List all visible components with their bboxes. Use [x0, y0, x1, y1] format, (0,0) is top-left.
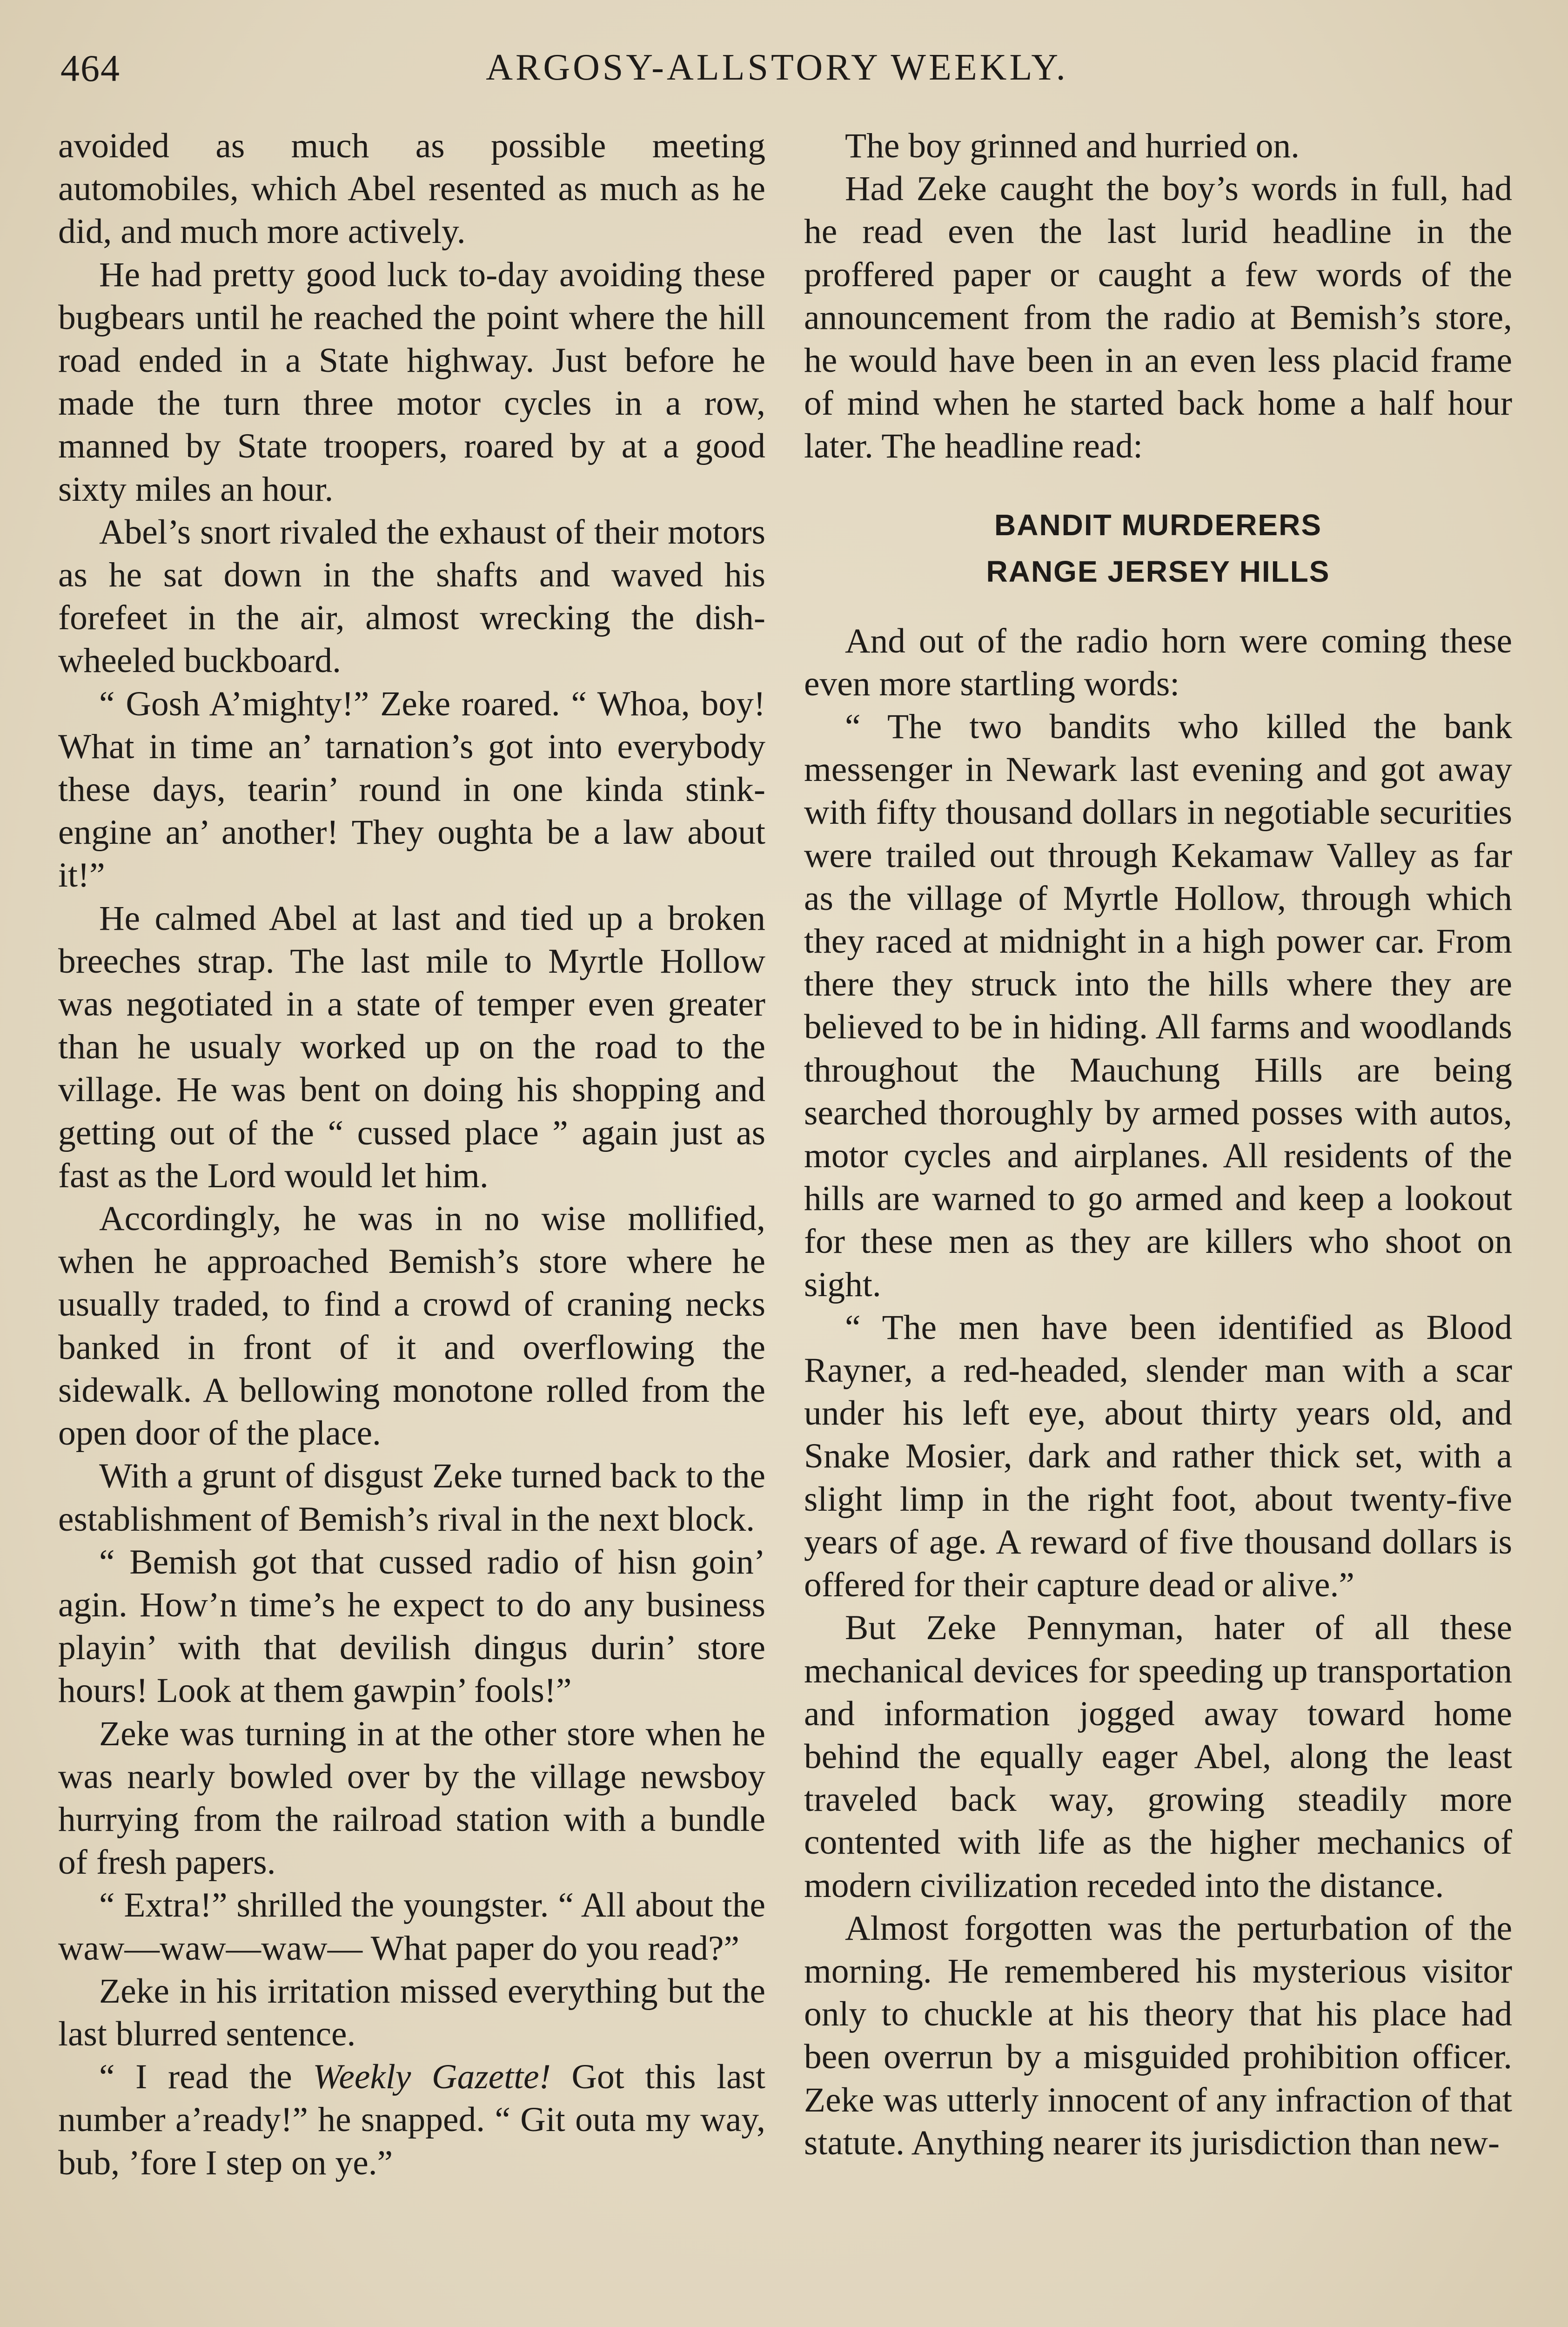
- newspaper-headline: [804, 502, 1512, 595]
- page-header: [60, 47, 1494, 98]
- right-column: [804, 125, 1512, 2165]
- newspaper-title: Weekly Gazette!: [313, 2058, 551, 2097]
- paragraph: “ Extra!” shrilled the youngster. “ All about the waw—waw—waw— What paper do you read?”: [58, 1886, 765, 1968]
- paragraph: “ The men have been identified as Blood Rayner, a red-headed, slender man with a scar under his left eye, about thirty years old, and Snake Mosier, dark and rather thick set, with a slight limp in the right foot, about twenty-five years of age. A reward of five thousand dollars is offered for their capture dead or alive.”: [804, 1308, 1512, 1605]
- paragraph: With a grunt of disgust Zeke turned back to the establishment of Bemish’s rival in the next block.: [58, 1457, 765, 1539]
- paragraph: The boy grinned and hurried on.: [845, 127, 1300, 165]
- paragraph: Zeke was turning in at the other store when he was nearly bowled over by the village newsboy hurrying from the railroad station with a bundle of fresh papers.: [58, 1714, 765, 1882]
- paragraph: But Zeke Pennyman, hater of all these mechanical devices for speeding up transportation and information jogged away toward home behind the equally eager Abel, along the least traveled back way, growing steadily more contented with life as the higher mechanics of modern civilization receded into the distance.: [804, 1608, 1512, 1905]
- paragraph: “ Gosh A’mighty!” Zeke roared. “ Whoa, boy! What in time an’ tarnation’s got into everybody these days, tearin’ round in one kinda stink-engine an’ another! They oughta be a law about it!”: [58, 684, 765, 895]
- left-column: [58, 125, 765, 2185]
- paragraph: “ Bemish got that cussed radio of hisn goin’ agin. How’n time’s he expect to do any business playin’ with that devilish dingus durin’ store hours! Look at them gawpin’ fools!”: [58, 1542, 765, 1710]
- paragraph: Had Zeke caught the boy’s words in full, had he read even the last lurid headline in the proffered paper or caught a few words of the announcement from the radio at Bemish’s store, he would have been in an even less placid frame of mind when he started back home a half hour later. The headline read:: [804, 169, 1512, 466]
- paragraph-text: “ I read the: [99, 2058, 313, 2097]
- running-head: ARGOSY-ALLSTORY WEEKLY.: [486, 47, 1068, 88]
- headline-line: BANDIT MURDERERS: [994, 508, 1322, 542]
- paragraph: Almost forgotten was the perturbation of the morning. He remembered his mysterious visitor only to chuckle at his theory that his place had been overrun by a misguided prohibition officer. Zeke was utterly innocent of any infraction of that statute. Anything nearer its jurisdiction than new-: [804, 1909, 1512, 2162]
- paragraph: He calmed Abel at last and tied up a broken breeches strap. The last mile to Myrtle Hollow was negotiated in a state of temper even greater than he usualy worked up on the road to the village. He was bent on doing his shopping and getting out of the “ cussed place ” again just as fast as the Lord would let him.: [58, 899, 765, 1195]
- paragraph: And out of the radio horn were coming these even more startling words:: [804, 621, 1512, 703]
- paragraph: avoided as much as possible meeting automobiles, which Abel resented as much as he did, and much more actively.: [58, 127, 765, 251]
- headline-line: RANGE JERSEY HILLS: [986, 554, 1330, 588]
- paragraph: Abel’s snort rivaled the exhaust of their motors as he sat down in the shafts and waved his forefeet in the air, almost wrecking the dish-wheeled buckboard.: [58, 512, 765, 680]
- paragraph: Accordingly, he was in no wise mollified, when he approached Bemish’s store where he usually traded, to find a crowd of craning necks banked in front of it and overflowing the sidewalk. A bellowing monotone rolled from the open door of the place.: [58, 1199, 765, 1453]
- paragraph: He had pretty good luck to-day avoiding these bugbears until he reached the point where the hill road ended in a State highway. Just before he made the turn three motor cycles in a row, manned by State troopers, roared by at a good sixty miles an hour.: [58, 255, 765, 509]
- paragraph: [58, 2056, 765, 2185]
- paragraph: “ The two bandits who killed the bank messenger in Newark last evening and got away with fifty thousand dollars in negotiable securities were trailed out through Kekamaw Valley as far as the village of Myrtle Hollow, through which they raced at midnight in a high power car. From there they struck into the hills where they are believed to be in hiding. All farms and woodlands throughout the Mauchung Hills are being searched thoroughly by armed posses with autos, motor cycles and airplanes. All residents of the hills are warned to go armed and keep a lookout for these men as they are killers who shoot on sight.: [804, 707, 1512, 1304]
- paragraph-text: Got this last number a’ready!” he snapped. “ Git outa my way, bub, ’fore I step on ye.”: [58, 2058, 765, 2182]
- page-number: 464: [60, 47, 121, 89]
- paragraph: Zeke in his irritation missed everything but the last blurred sentence.: [58, 1971, 765, 2053]
